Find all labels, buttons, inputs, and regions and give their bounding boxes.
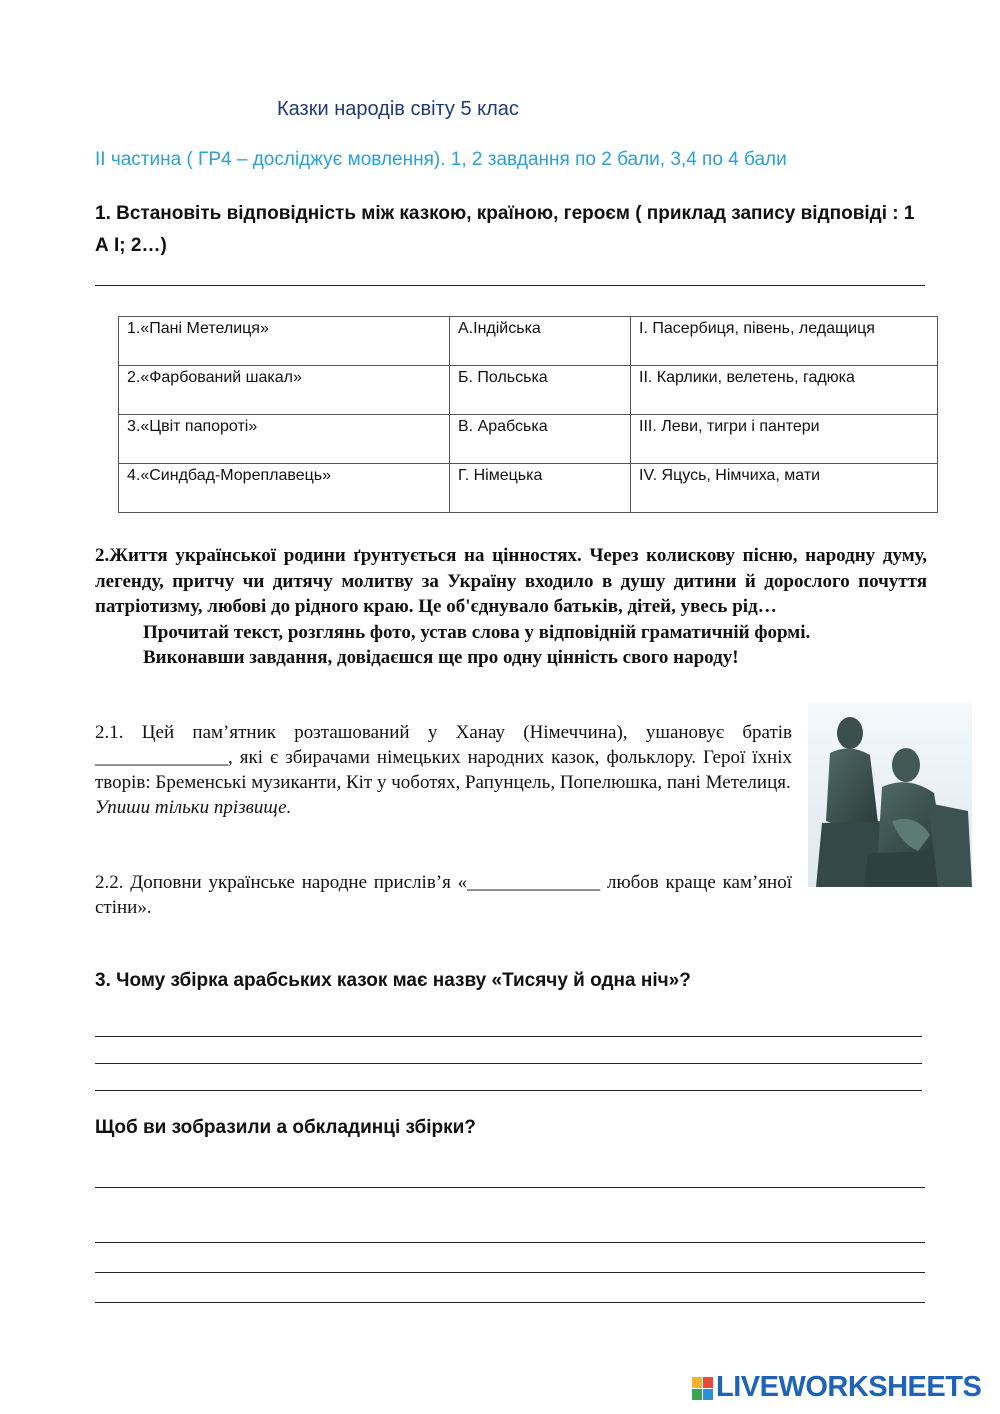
heroes-cell: І. Пасербиця, півень, ледащиця — [631, 317, 938, 366]
table-row — [119, 366, 938, 415]
task2-1-text-before: 2.1. Цей пам’ятник розташований у Ханау (Німеччина), ушановує братів — [95, 722, 792, 743]
task2-1-blank[interactable]: ______________ — [95, 747, 228, 768]
tale-cell: 2.«Фарбований шакал» — [119, 366, 450, 415]
heroes-cell: ІІ. Карлики, велетень, гадюка — [631, 366, 938, 415]
table-row — [119, 464, 938, 513]
task4-answer-line-4[interactable] — [95, 1302, 925, 1303]
table-row — [119, 415, 938, 464]
task1-question: 1. Встановіть відповідність між казкою, країною, героєм ( приклад запису відповіді : 1 А І; 2…) — [95, 203, 915, 256]
matching-table — [118, 316, 938, 513]
tale-cell: 4.«Синдбад-Мореплавець» — [119, 464, 450, 513]
heroes-cell: ІІІ. Леви, тигри і пантери — [631, 415, 938, 464]
task2-instruction-1: Прочитай текст, розглянь фото, устав слова у відповідній граматичній формі. — [143, 621, 811, 643]
tale-cell: 1.«Пані Метелиця» — [119, 317, 450, 366]
task3-answer-line-1[interactable] — [95, 1036, 922, 1037]
task3-answer-line-3[interactable] — [95, 1090, 922, 1091]
task4-answer-line-2[interactable] — [95, 1242, 925, 1243]
country-cell: А.Індійська — [450, 317, 631, 366]
country-cell: Г. Німецька — [450, 464, 631, 513]
task2-1-paragraph — [95, 720, 792, 820]
task1-answer-line[interactable] — [95, 285, 925, 286]
task2-2-paragraph — [95, 870, 792, 920]
country-cell: В. Арабська — [450, 415, 631, 464]
task2-2-text-after: любов краще кам’яної стіни». — [95, 872, 792, 918]
task4-question: Щоб ви зобразили а обкладинці збірки? — [95, 1117, 476, 1138]
liveworksheets-logo-icon — [692, 1377, 714, 1401]
table-row — [119, 317, 938, 366]
worksheet-subtitle: ІІ частина ( ГР4 – досліджує мовлення). 1, 2 завдання по 2 бали, 3,4 по 4 бали — [95, 149, 787, 170]
task2-2-text-before: 2.2. Доповни українське народне прислів’я « — [95, 872, 468, 893]
task2-intro: 2.Життя української родини ґрунтується на цінностях. Через колискову пісню, народну думу, легенду, притчу чи дитячу молитву за Україну входило в душу дитини й дорослого почуття патріотизму, любові до рідного краю. Це об'єднувало батьків, дітей, увесь рід… — [95, 545, 927, 617]
liveworksheets-brand[interactable]: LIVEWORKSHEETS — [716, 1371, 982, 1403]
grimm-monument-photo — [808, 703, 972, 887]
heroes-cell: IV. Яцусь, Німчиха, мати — [631, 464, 938, 513]
task2-instruction-2: Виконавши завдання, довідаєшся ще про одну цінність свого народу! — [143, 647, 739, 668]
worksheet-title: Казки народів світу 5 клас — [277, 98, 519, 120]
task2-1-text-after: , які є збирачами німецьких народних казок, фольклору. Герої їхніх творів: Бременські музиканти, Кіт у чоботях, Рапунцель, Попелюшка, пані Метелиця. — [95, 747, 792, 793]
task4-answer-line-1[interactable] — [95, 1187, 925, 1188]
task3-answer-line-2[interactable] — [95, 1063, 922, 1064]
task4-answer-line-3[interactable] — [95, 1272, 925, 1273]
country-cell: Б. Польська — [450, 366, 631, 415]
task2-text — [95, 543, 927, 671]
task3-question: 3. Чому збірка арабських казок має назву «Тисячу й одна ніч»? — [95, 970, 691, 991]
tale-cell: 3.«Цвіт папороті» — [119, 415, 450, 464]
task2-1-hint: Упиши тільки прізвище. — [95, 797, 292, 818]
task2-2-blank[interactable]: ______________ — [467, 872, 601, 893]
